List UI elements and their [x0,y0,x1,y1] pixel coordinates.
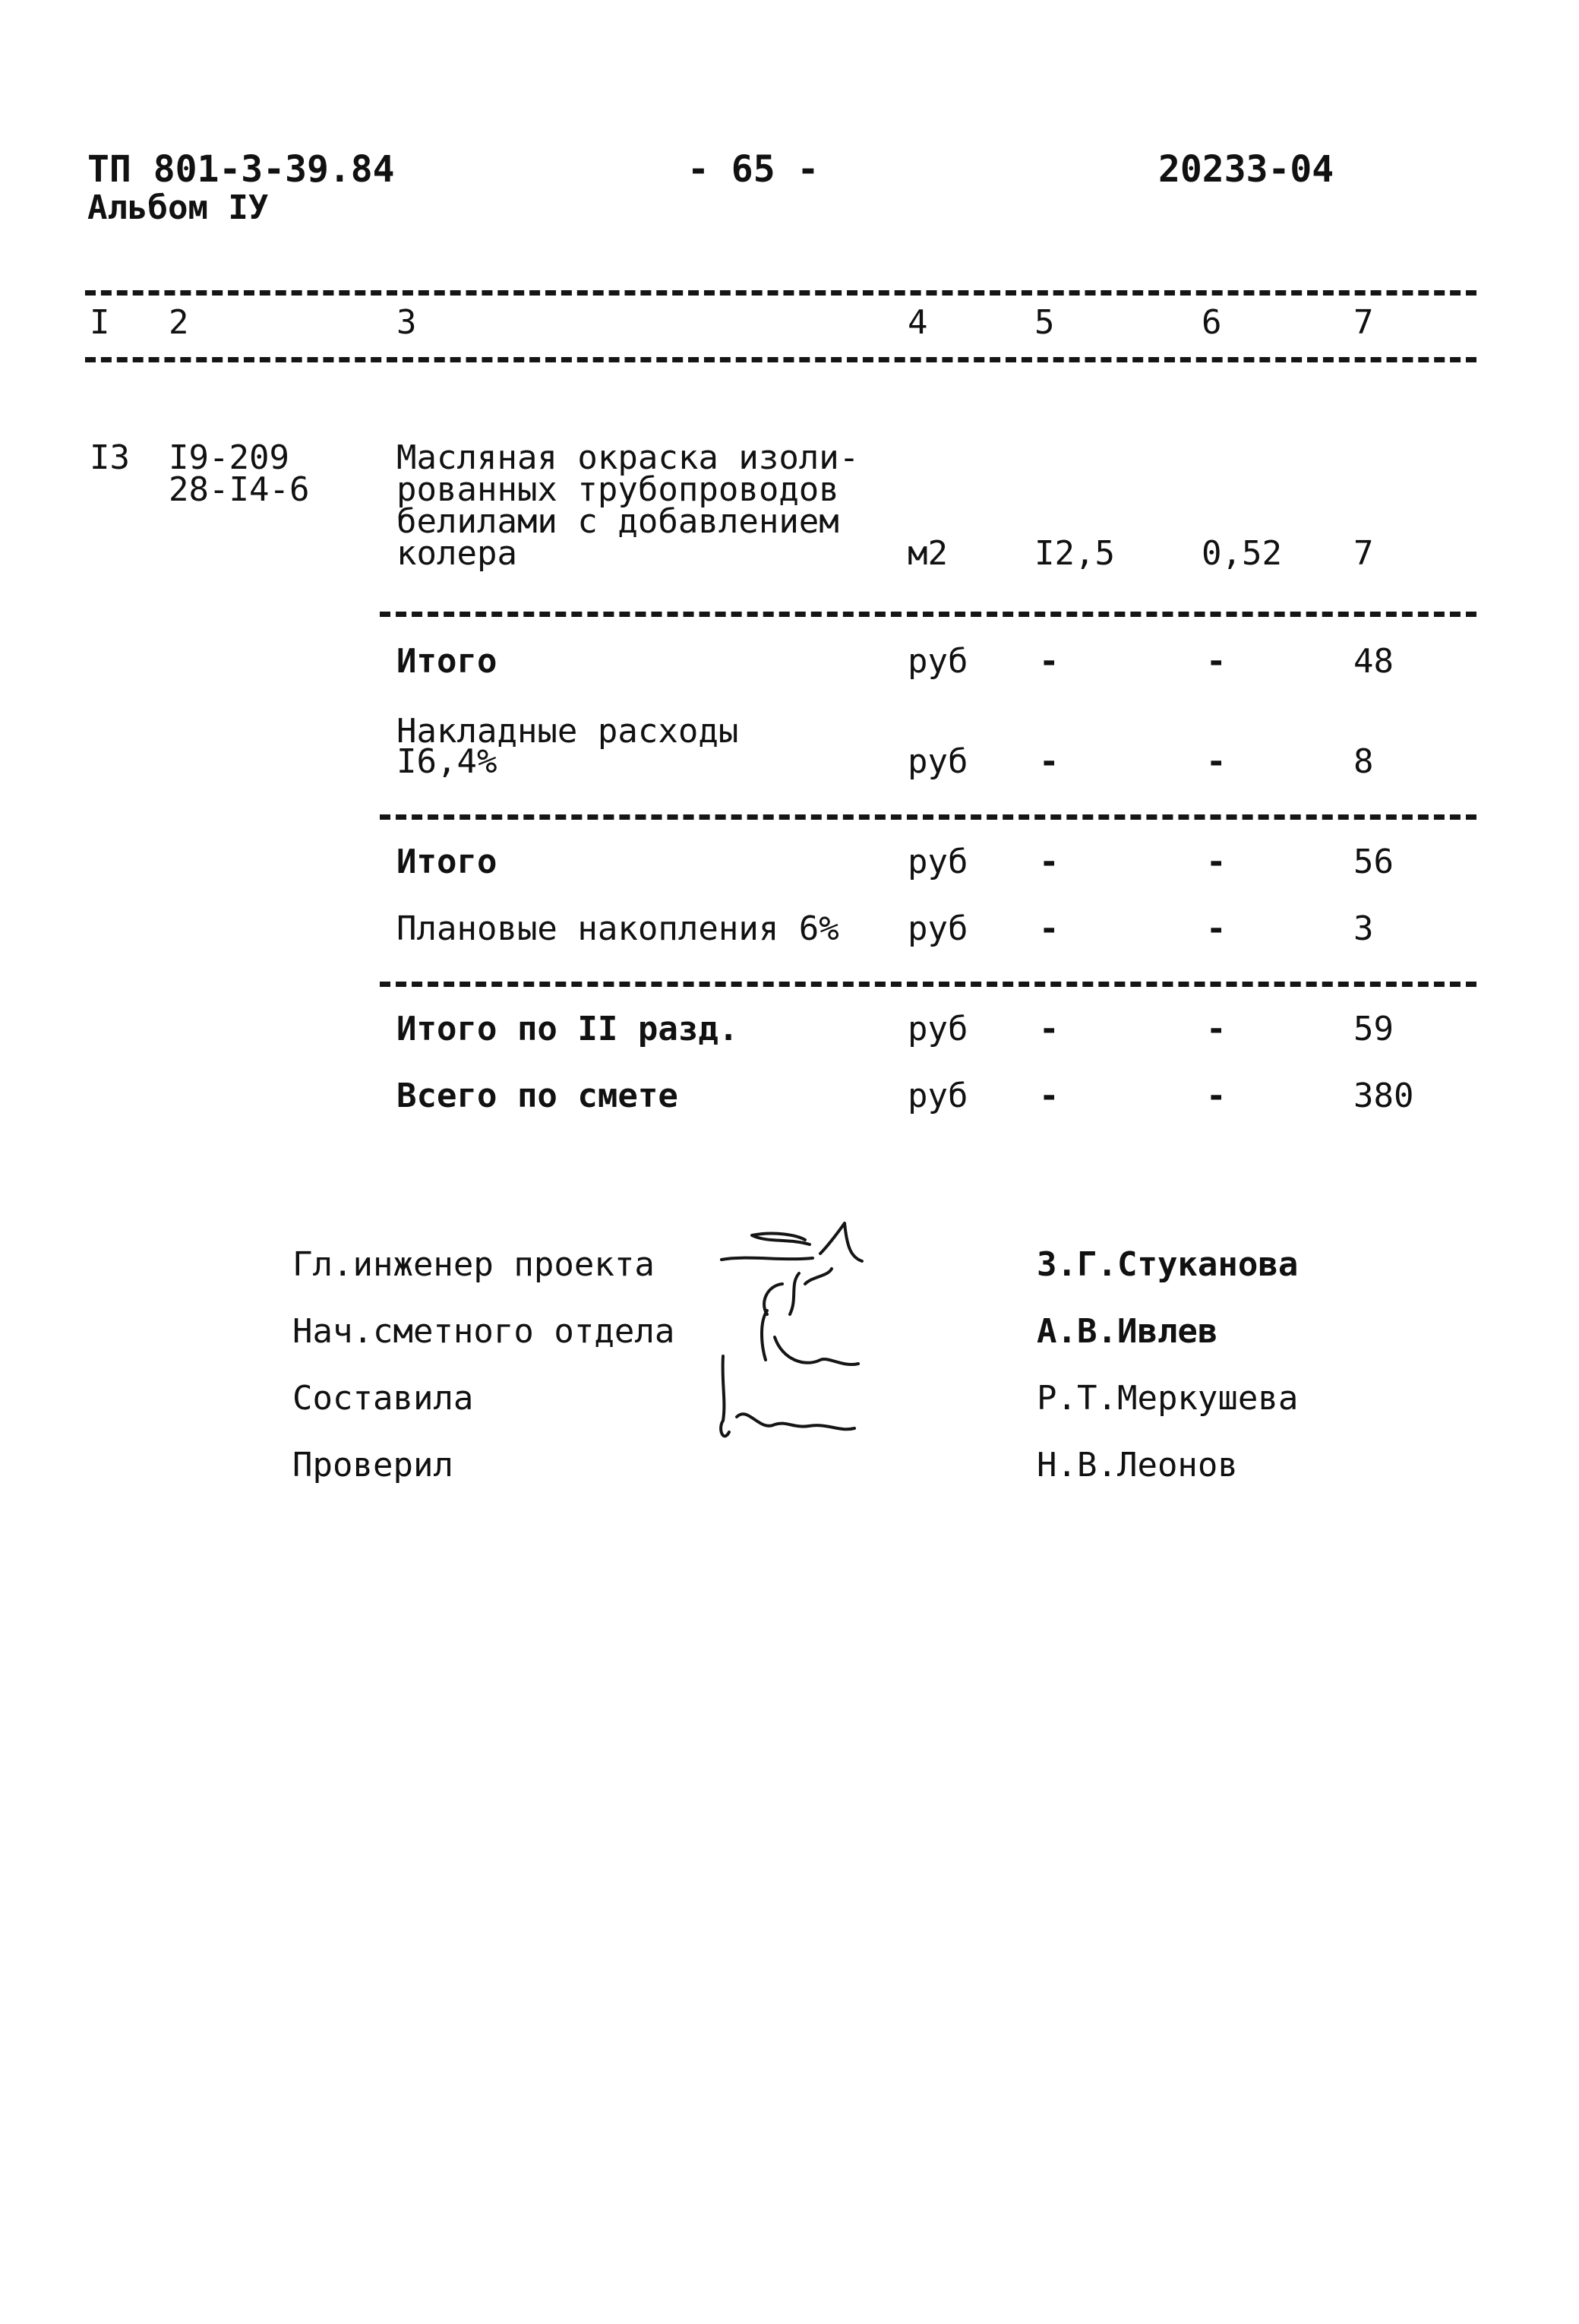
column-header-5: 5 [1034,303,1055,342]
column-header-2: 2 [169,303,189,342]
signature-role: Гл.инженер проекта [292,1245,655,1284]
row-col6: - [1206,642,1227,681]
row-col5: - [1039,1010,1060,1048]
row-total: 8 [1353,742,1374,781]
signature-role: Нач.сметного отдела [292,1312,675,1351]
row-col5: - [1039,742,1060,781]
column-header-1: I [90,303,110,342]
page-number: - 65 - [687,148,820,191]
row-label: Накладные расходы [396,712,739,751]
item-code-line2: 28-I4-6 [169,470,310,509]
item-total: 7 [1353,534,1374,573]
subtotal-rule-3 [380,982,1476,987]
row-label: Итого [396,843,497,881]
row-label-percent: I6,4% [396,742,497,781]
signature-name: Н.В.Леонов [1037,1446,1238,1485]
row-col6: - [1206,1077,1227,1115]
header-rule-bottom [85,357,1476,362]
row-total: 380 [1353,1077,1414,1115]
row-label: Итого по II разд. [396,1010,739,1048]
row-unit: руб [908,843,968,881]
header-rule-top [85,290,1476,296]
row-col6: - [1206,1010,1227,1048]
subtotal-rule-1 [380,612,1476,617]
item-desc-line4: колера [396,534,517,573]
row-col5: - [1039,843,1060,881]
column-header-4: 4 [908,303,928,342]
row-unit: руб [908,909,968,948]
signature-name: З.Г.Стуканова [1037,1245,1299,1284]
handwritten-signatures [676,1200,873,1489]
column-header-3: 3 [396,303,417,342]
row-total: 59 [1353,1010,1394,1048]
item-number: I3 [90,438,130,477]
row-label: Всего по смете [396,1077,678,1115]
row-label: Итого [396,642,497,681]
item-unit: м2 [908,534,948,573]
subtotal-rule-2 [380,814,1476,820]
item-desc-line3: белилами с добавлением [396,502,839,541]
row-col6: - [1206,909,1227,948]
column-header-7: 7 [1353,303,1374,342]
signature-name: А.В.Ивлев [1037,1312,1218,1351]
signature-role: Проверил [292,1446,453,1485]
row-col5: - [1039,1077,1060,1115]
row-total: 48 [1353,642,1394,681]
row-col6: - [1206,742,1227,781]
album-label: Альбом IУ [87,188,269,227]
item-desc-line2: рованных трубопроводов [396,470,839,509]
doc-number: 20233-04 [1158,148,1334,191]
row-unit: руб [908,642,968,681]
row-col5: - [1039,909,1060,948]
row-label: Плановые накопления 6% [396,909,839,948]
item-desc-line1: Масляная окраска изоли- [396,438,860,477]
item-code-line1: I9-209 [169,438,289,477]
signature-name: Р.Т.Меркушева [1037,1379,1299,1418]
column-header-6: 6 [1202,303,1222,342]
row-total: 56 [1353,843,1394,881]
row-unit: руб [908,1077,968,1115]
item-quantity: I2,5 [1034,534,1115,573]
doc-code: ТП 801-3-39.84 [87,148,395,191]
row-total: 3 [1353,909,1374,948]
row-col6: - [1206,843,1227,881]
row-unit: руб [908,742,968,781]
row-unit: руб [908,1010,968,1048]
item-unit-price: 0,52 [1202,534,1282,573]
row-col5: - [1039,642,1060,681]
signature-role: Составила [292,1379,474,1418]
